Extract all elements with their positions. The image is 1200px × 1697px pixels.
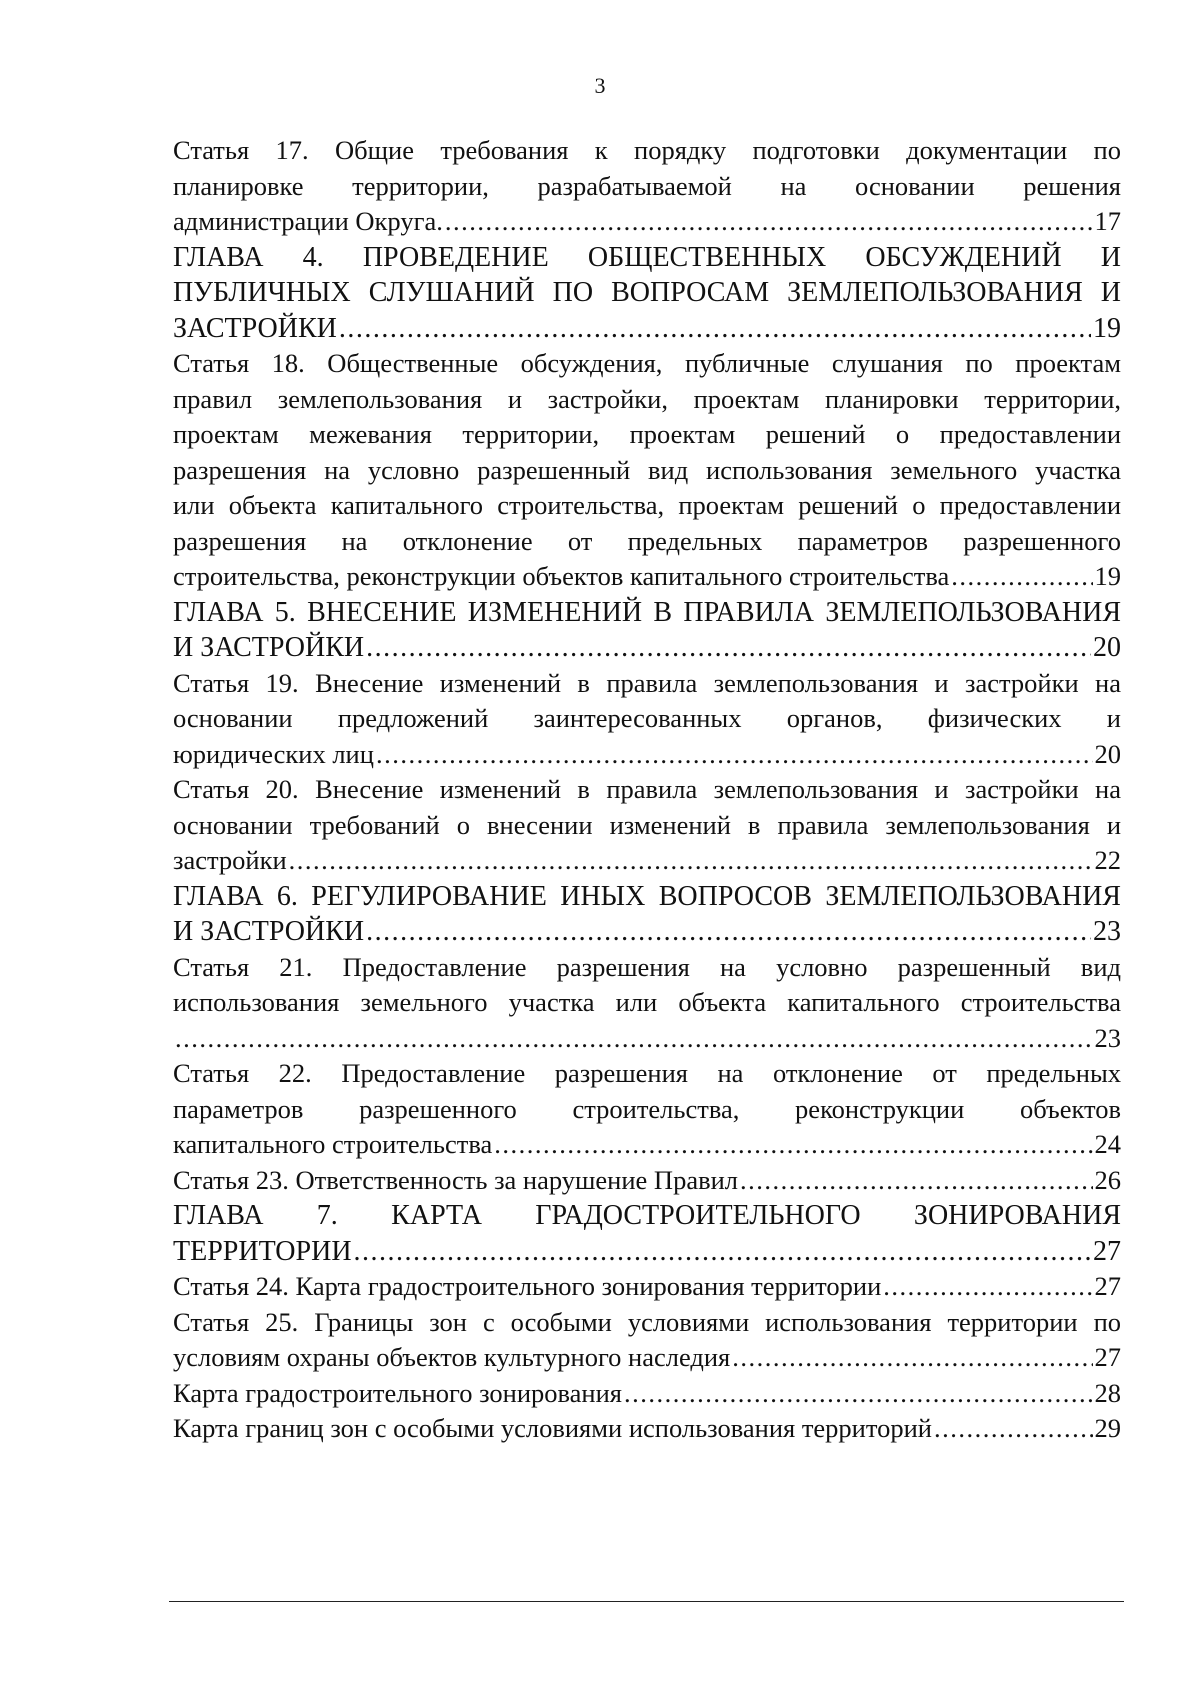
toc-entry-last-line	[173, 1411, 1121, 1447]
dot-leader	[732, 1340, 1092, 1376]
dot-leader	[366, 914, 1091, 950]
toc-entry-line: правил землепользования и застройки, проектам планировки территории,	[173, 383, 1121, 414]
toc-entry-title-tail: строительства, реконструкции объектов капитального строительства	[173, 561, 950, 591]
toc-entry-line: планировке территории, разрабатываемой на основании решения	[173, 170, 1121, 201]
toc-entry-line: основании требований о внесении изменений в правила землепользования и	[173, 809, 1121, 840]
dot-leader	[934, 1411, 1093, 1447]
toc-entry-title-tail: Карта границ зон с особыми условиями использования территорий	[173, 1413, 932, 1443]
toc-page-number: 20	[1093, 632, 1121, 663]
dot-leader	[376, 737, 1093, 773]
toc-entry-last-line	[173, 1021, 1121, 1057]
toc-article-entry[interactable]	[173, 346, 1121, 595]
toc-article-entry[interactable]	[173, 1163, 1121, 1199]
toc-entry-line: основании предложений заинтересованных органов, физических и	[173, 703, 1121, 733]
toc-entry-title-tail: Карта градостроительного зонирования	[173, 1377, 622, 1408]
dot-leader	[366, 630, 1091, 666]
toc-page-number: 27	[1094, 1271, 1121, 1301]
toc-entry-last-line	[173, 204, 1121, 240]
dot-leader	[624, 1376, 1093, 1412]
toc-entry-line: разрешения на отклонение от предельных параметров разрешенного	[173, 525, 1121, 556]
toc-entry-last-line	[173, 1127, 1121, 1163]
toc-entry-title-tail: администрации Округа.	[173, 206, 443, 236]
toc-entry-line: ГЛАВА 6. РЕГУЛИРОВАНИЕ ИНЫХ ВОПРОСОВ ЗЕМЛЕПОЛЬЗОВАНИЯ	[173, 880, 1121, 912]
toc-page-number: 23	[1093, 916, 1121, 947]
toc-entry-line: Статья 19. Внесение изменений в правила землепользования и застройки на	[173, 667, 1121, 698]
toc-entry-title-tail: И ЗАСТРОЙКИ	[173, 916, 365, 947]
toc-entry-last-line	[173, 559, 1121, 595]
toc-entry-last-line	[173, 1376, 1121, 1412]
toc-entry-line: Статья 22. Предоставление разрешения на отклонение от предельных	[173, 1058, 1121, 1088]
toc-entry-line: Статья 21. Предоставление разрешения на условно разрешенный вид	[173, 951, 1121, 982]
toc-entry-last-line	[173, 914, 1121, 950]
toc-entry-last-line	[173, 311, 1121, 347]
toc-page-number: 28	[1094, 1377, 1121, 1408]
toc-entry-title-tail: условиям охраны объектов культурного наследия	[173, 1342, 731, 1372]
toc-article-entry[interactable]	[173, 666, 1121, 773]
dot-leader	[951, 559, 1092, 595]
toc-entry-title-tail: ЗАСТРОЙКИ	[173, 312, 337, 344]
toc-entry-line: разрешения на условно разрешенный вид использования земельного участка	[173, 454, 1121, 485]
toc-entry-title-tail: ТЕРРИТОРИИ	[173, 1235, 352, 1267]
toc-article-entry[interactable]	[173, 1305, 1121, 1376]
toc-page-number: 24	[1094, 1129, 1121, 1159]
toc-article-entry[interactable]	[173, 950, 1121, 1057]
dot-leader	[740, 1163, 1092, 1199]
toc-entry-line: ГЛАВА 5. ВНЕСЕНИЕ ИЗМЕНЕНИЙ В ПРАВИЛА ЗЕМЛЕПОЛЬЗОВАНИЯ	[173, 596, 1121, 628]
toc-chapter-entry[interactable]	[173, 240, 1121, 347]
toc-chapter-entry[interactable]	[173, 879, 1121, 950]
toc-article-entry[interactable]	[173, 1269, 1121, 1305]
toc-chapter-entry[interactable]	[173, 595, 1121, 666]
toc-entry-title-tail: застройки	[173, 845, 287, 875]
page-number: 3	[594, 73, 606, 98]
toc-chapter-entry[interactable]	[173, 1198, 1121, 1269]
dot-leader	[445, 204, 1093, 240]
toc-entry-title-tail: капитального строительства	[173, 1129, 493, 1159]
dot-leader	[883, 1269, 1092, 1305]
toc-entry-line: или объекта капитального строительства, проектам решений о предоставлении	[173, 490, 1121, 520]
toc-entry-title-tail: Статья 23. Ответственность за нарушение Правил	[173, 1164, 739, 1195]
dot-leader	[494, 1127, 1092, 1163]
toc-page-number: 26	[1094, 1164, 1121, 1195]
toc-entry-line: параметров разрешенного строительства, реконструкции объектов	[173, 1093, 1121, 1124]
toc-entry-line: Статья 20. Внесение изменений в правила землепользования и застройки на	[173, 774, 1121, 804]
dot-leader	[175, 1021, 1093, 1057]
toc-entry-line: ГЛАВА 4. ПРОВЕДЕНИЕ ОБЩЕСТВЕННЫХ ОБСУЖДЕНИЙ И	[173, 241, 1121, 273]
table-of-contents	[173, 133, 1121, 1447]
toc-entry-last-line	[173, 630, 1121, 666]
toc-entry-line: Статья 25. Границы зон с особыми условиями использования территории по	[173, 1306, 1121, 1337]
toc-entry-line: проектам межевания территории, проектам решений о предоставлении	[173, 419, 1121, 449]
toc-entry-last-line	[173, 1234, 1121, 1270]
toc-page-number: 27	[1093, 1235, 1121, 1267]
toc-entry-last-line	[173, 1163, 1121, 1199]
toc-entry-title-tail: Статья 24. Карта градостроительного зонирования территории	[173, 1271, 882, 1301]
toc-entry-last-line	[173, 843, 1121, 879]
toc-page-number: 19	[1093, 312, 1121, 344]
toc-article-entry[interactable]	[173, 1411, 1121, 1447]
toc-page-number: 27	[1094, 1342, 1121, 1372]
toc-entry-line: Статья 17. Общие требования к порядку подготовки документации по	[173, 135, 1121, 165]
toc-page-number: 22	[1094, 845, 1121, 875]
toc-article-entry[interactable]	[173, 1376, 1121, 1412]
toc-page-number: 29	[1094, 1413, 1121, 1443]
toc-entry-line: ПУБЛИЧНЫХ СЛУШАНИЙ ПО ВОПРОСАМ ЗЕМЛЕПОЛЬЗОВАНИЯ И	[173, 277, 1121, 308]
toc-page-number: 20	[1094, 738, 1121, 769]
toc-page-number: 19	[1094, 561, 1121, 591]
toc-entry-line: использования земельного участка или объекта капитального строительства	[173, 987, 1121, 1017]
dot-leader	[354, 1234, 1091, 1270]
toc-article-entry[interactable]	[173, 133, 1121, 240]
toc-entry-line: Статья 18. Общественные обсуждения, публичные слушания по проектам	[173, 348, 1121, 378]
toc-entry-last-line	[173, 737, 1121, 773]
toc-article-entry[interactable]	[173, 772, 1121, 879]
toc-entry-last-line	[173, 1340, 1121, 1376]
toc-entry-title-tail: И ЗАСТРОЙКИ	[173, 632, 365, 663]
toc-entry-title-tail: юридических лиц	[173, 738, 374, 769]
toc-page-number: 17	[1094, 206, 1121, 236]
toc-article-entry[interactable]	[173, 1056, 1121, 1163]
dot-leader	[339, 311, 1091, 347]
toc-entry-last-line	[173, 1269, 1121, 1305]
dot-leader	[289, 843, 1093, 879]
toc-entry-line: ГЛАВА 7. КАРТА ГРАДОСТРОИТЕЛЬНОГО ЗОНИРОВАНИЯ	[173, 1200, 1121, 1231]
toc-page-number: 23	[1094, 1022, 1121, 1053]
bottom-divider	[169, 1601, 1124, 1602]
